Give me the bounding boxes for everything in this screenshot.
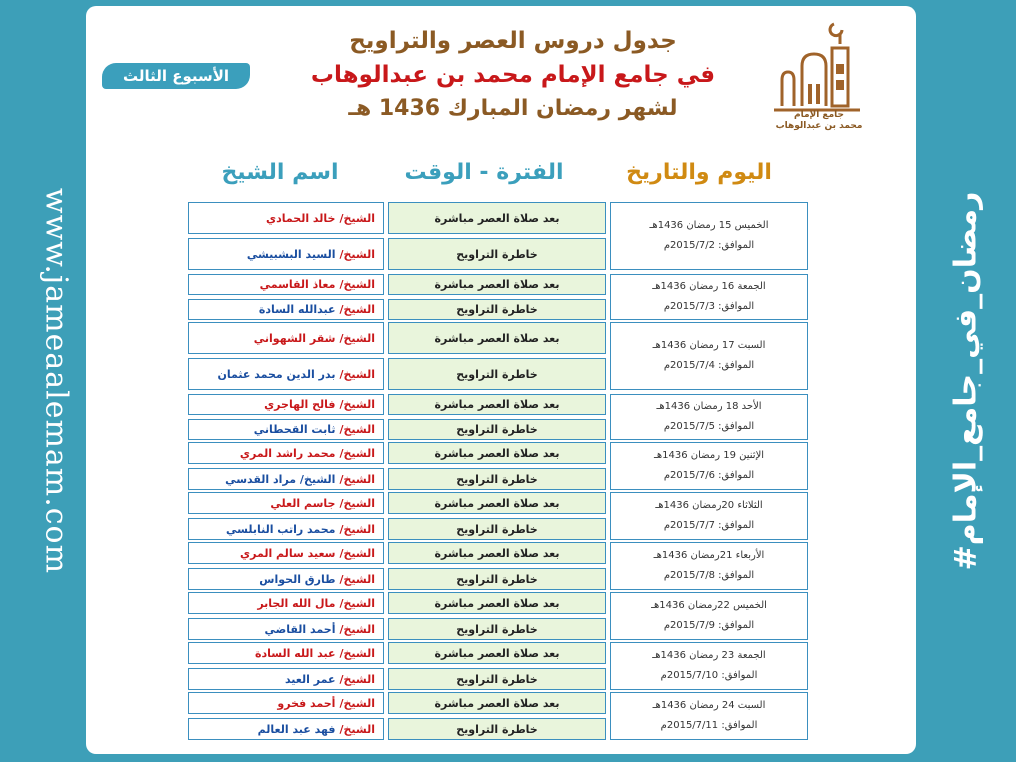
sheikh-title: الشيخ/	[339, 646, 375, 660]
sheikh-title: الشيخ/	[339, 303, 375, 316]
day-block	[188, 394, 808, 440]
sheikh-title: الشيخ/	[339, 622, 375, 636]
day-block	[188, 492, 808, 540]
day-block	[188, 592, 808, 640]
sheikh-name-cell	[188, 299, 384, 320]
sheikh-title: الشيخ/	[339, 278, 375, 291]
hijri-date: الجمعة 16 رمضان 1436هـ	[652, 281, 766, 292]
sheikh-name: معاذ القاسمي	[259, 278, 336, 291]
hijri-date: الأحد 18 رمضان 1436هـ	[656, 401, 762, 412]
sheikh-title: الشيخ/	[339, 572, 375, 586]
sheikh-name-cell	[188, 238, 384, 270]
gregorian-date: الموافق: 2015/7/3م	[663, 301, 755, 312]
session-time: خاطرة التراويح	[388, 718, 606, 740]
gregorian-date: الموافق: 2015/7/5م	[663, 421, 755, 432]
day-block	[188, 542, 808, 590]
session-time: بعد صلاة العصر مباشرة	[388, 492, 606, 514]
day-block	[188, 274, 808, 320]
session-time: خاطرة التراويح	[388, 468, 606, 490]
sheikh-title: الشيخ/	[339, 546, 375, 560]
sheikh-name-cell	[188, 568, 384, 590]
sheikh-name-cell	[188, 322, 384, 354]
session-time: خاطرة التراويح	[388, 618, 606, 640]
sheikh-name-cell	[188, 274, 384, 295]
sheikh-name-cell	[188, 642, 384, 664]
session-time: بعد صلاة العصر مباشرة	[388, 542, 606, 564]
sheikh-name: ثابت القحطاني	[253, 423, 336, 436]
sheikh-title: الشيخ/	[339, 446, 375, 460]
sheikh-title: الشيخ/	[339, 672, 375, 686]
session-time: خاطرة التراويح	[388, 299, 606, 320]
hijri-date: الخميس 22رمضان 1436هـ	[651, 600, 767, 611]
sheikh-name-cell	[188, 592, 384, 614]
sheikh-title: الشيخ/	[339, 522, 375, 536]
sheikh-name: أحمد فخرو	[277, 696, 336, 710]
sheikh-name: أحمد القاضي	[264, 622, 336, 636]
sheikh-name-cell	[188, 668, 384, 690]
logo-line-2: محمد بن عبدالوهاب	[775, 121, 863, 131]
hijri-date: الخميس 15 رمضان 1436هـ	[649, 220, 769, 231]
sheikh-name: عبدالله السادة	[258, 303, 336, 316]
sheikh-name-cell	[188, 394, 384, 415]
sheikh-name-cell	[188, 492, 384, 514]
gregorian-date: الموافق: 2015/7/11م	[660, 720, 758, 731]
date-cell	[610, 202, 808, 270]
session-time: بعد صلاة العصر مباشرة	[388, 394, 606, 415]
sheikh-name-cell	[188, 419, 384, 440]
sheikh-title: الشيخ/	[339, 496, 375, 510]
sheikh-title: الشيخ/	[339, 423, 375, 436]
title-line-1: جدول دروس العصر والتراويح	[349, 28, 677, 54]
hijri-date: الجمعة 23 رمضان 1436هـ	[652, 650, 766, 661]
hijri-date: الأربعاء 21رمضان 1436هـ	[653, 550, 765, 561]
sheikh-name: طارق الحواس	[259, 572, 336, 586]
session-time: بعد صلاة العصر مباشرة	[388, 442, 606, 464]
gregorian-date: الموافق: 2015/7/10م	[660, 670, 758, 681]
sheikh-title: الشيخ/	[339, 331, 375, 345]
gregorian-date: الموافق: 2015/7/7م	[663, 520, 755, 531]
website-url: www.jameaalemam.com	[38, 187, 74, 575]
sheikh-name: سعيد سالم المري	[240, 546, 336, 560]
session-time: خاطرة التراويح	[388, 358, 606, 390]
sheikh-name: جاسم العلي	[270, 496, 336, 510]
sheikh-title: الشيخ/	[339, 367, 375, 381]
session-time: بعد صلاة العصر مباشرة	[388, 274, 606, 295]
sheikh-title: الشيخ/	[339, 211, 375, 225]
sheikh-name-cell	[188, 692, 384, 714]
sheikh-name: خالد الحمادي	[266, 211, 336, 225]
sheikh-name: محمد راتب النابلسي	[226, 522, 336, 536]
day-block	[188, 692, 808, 740]
title-line-2: في جامع الإمام محمد بن عبدالوهاب	[310, 62, 716, 88]
sheikh-title: الشيخ/	[339, 722, 375, 736]
date-cell	[610, 542, 808, 590]
session-time: خاطرة التراويح	[388, 419, 606, 440]
day-block	[188, 202, 808, 270]
gregorian-date: الموافق: 2015/7/6م	[663, 470, 755, 481]
gregorian-date: الموافق: 2015/7/2م	[663, 240, 755, 251]
date-cell	[610, 592, 808, 640]
session-time: بعد صلاة العصر مباشرة	[388, 202, 606, 234]
sheikh-name-cell	[188, 618, 384, 640]
date-cell	[610, 692, 808, 740]
sheikh-name-cell	[188, 468, 384, 490]
hijri-date: الإثنين 19 رمضان 1436هـ	[653, 450, 765, 461]
header-sheikh-name: اسم الشيخ	[221, 160, 339, 185]
sheikh-name: محمد راشد المري	[239, 446, 336, 460]
sheikh-title: الشيخ/	[339, 696, 375, 710]
header-time: الفترة - الوقت	[404, 160, 564, 185]
session-time: بعد صلاة العصر مباشرة	[388, 322, 606, 354]
column-headers	[186, 160, 804, 196]
hashtag-label: #رمضان_في_جامع_الإمام	[948, 191, 984, 571]
session-time: بعد صلاة العصر مباشرة	[388, 592, 606, 614]
hijri-date: السبت 17 رمضان 1436هـ	[652, 340, 766, 351]
sheikh-name-cell	[188, 358, 384, 390]
sheikh-name: فهد عبد العالم	[257, 722, 336, 736]
schedule-title	[298, 24, 728, 136]
date-cell	[610, 322, 808, 390]
day-block	[188, 442, 808, 490]
date-cell	[610, 642, 808, 690]
sheikh-title: الشيخ/	[339, 472, 375, 486]
gregorian-date: الموافق: 2015/7/9م	[663, 620, 755, 631]
day-block	[188, 642, 808, 690]
sheikh-name: السيد البشبيشي	[246, 247, 336, 261]
week-badge: الأسبوع الثالث	[102, 63, 250, 89]
hijri-date: السبت 24 رمضان 1436هـ	[652, 700, 766, 711]
day-block	[188, 322, 808, 390]
logo-caption	[756, 110, 882, 132]
sheikh-name: عمر العيد	[284, 672, 336, 686]
session-time: خاطرة التراويح	[388, 568, 606, 590]
sheikh-name-cell	[188, 542, 384, 564]
gregorian-date: الموافق: 2015/7/8م	[663, 570, 755, 581]
sheikh-name: بدر الدين محمد عثمان	[217, 367, 336, 381]
sheikh-name: الشيخ/ مراد القدسي	[225, 472, 336, 486]
sheikh-name: فالح الهاجري	[264, 398, 336, 411]
sheikh-title: الشيخ/	[339, 398, 375, 411]
sheikh-name-cell	[188, 442, 384, 464]
date-cell	[610, 394, 808, 440]
session-time: خاطرة التراويح	[388, 668, 606, 690]
session-time: بعد صلاة العصر مباشرة	[388, 692, 606, 714]
sheikh-title: الشيخ/	[339, 596, 375, 610]
session-time: خاطرة التراويح	[388, 518, 606, 540]
date-cell	[610, 492, 808, 540]
sheikh-title: الشيخ/	[339, 247, 375, 261]
sheikh-name: عبد الله السادة	[255, 646, 336, 660]
session-time: بعد صلاة العصر مباشرة	[388, 642, 606, 664]
date-cell	[610, 442, 808, 490]
sheikh-name-cell	[188, 518, 384, 540]
sheikh-name-cell	[188, 202, 384, 234]
session-time: خاطرة التراويح	[388, 238, 606, 270]
header-day-date: اليوم والتاريخ	[626, 160, 772, 185]
hijri-date: الثلاثاء 20رمضان 1436هـ	[655, 500, 763, 511]
title-line-3: لشهر رمضان المبارك 1436 هـ	[348, 96, 678, 121]
sheikh-name: شقر الشهواني	[253, 331, 336, 345]
gregorian-date: الموافق: 2015/7/4م	[663, 360, 755, 371]
sheikh-name-cell	[188, 718, 384, 740]
date-cell	[610, 274, 808, 320]
logo-line-1: جامع الإمام	[793, 110, 845, 120]
sheikh-name: مال الله الجابر	[257, 596, 336, 610]
